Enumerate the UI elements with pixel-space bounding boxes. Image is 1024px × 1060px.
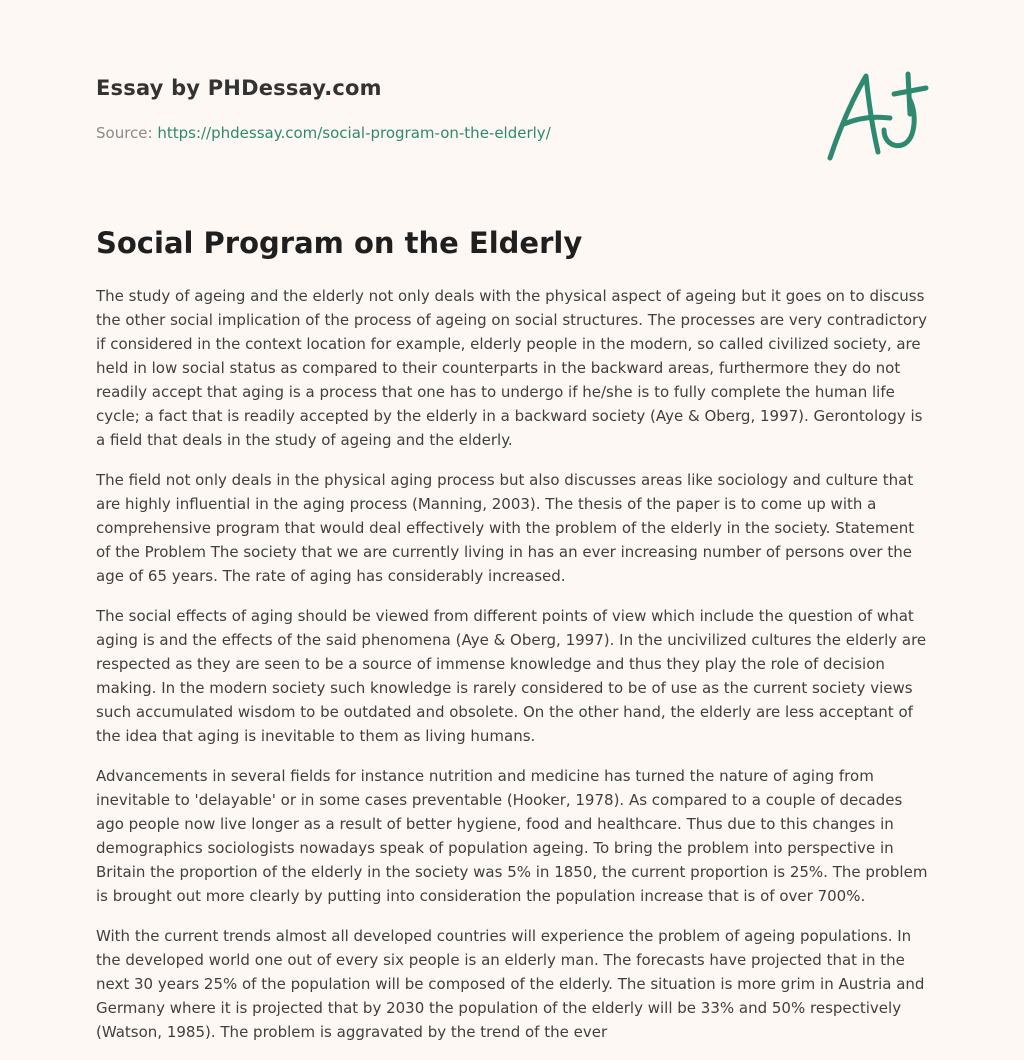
paragraph: The social effects of aging should be viewed from different points of view which include the question of what aging is and the effects of the said phenomena (Aye & Oberg, 1997). In the uncivilized cultures the elderly are respected as they are seen to be a source of immense knowledge and thus they play the role of decision making. In the modern society such knowledge is rarely considered to be of use as the current society views such accumulated wisdom to be outdated and obsolete. On the other hand, the elderly are less acceptant of the idea that aging is inevitable to them as living humans. bbox=[96, 607, 927, 745]
paragraph: Advancements in several fields for instance nutrition and medicine has turned the nature of aging from inevitable to 'delayable' or in some cases preventable (Hooker, 1978). As compared to a couple of decades ago people now live longer as a result of better hygiene, food and healthcare. Thus due to this changes in demographics sociologists nowadays speak of population ageing. To bring the problem into perspective in Britain the proportion of the elderly in the society was 5% in 1850, the current proportion is 25%. The problem is brought out more clearly by putting into consideration the population increase that is of over 700%. bbox=[96, 767, 928, 905]
a-plus-logo-icon bbox=[818, 66, 930, 166]
paragraph: The study of ageing and the elderly not only deals with the physical aspect of ageing but it goes on to discuss the other social implication of the process of ageing on social structures. The processes are very contradictory if considered in the context location for example, elderly people in the modern, so called civilized society, are held in low social status as compared to their counterparts in the backward areas, furthermore they do not readily accept that aging is a process that one has to undergo if he/she is to fully complete the human life cycle; a fact that is readily accepted by the elderly in a backward society (Aye & Oberg, 1997). Gerontology is a field that deals in the study of ageing and the elderly. bbox=[96, 287, 928, 449]
source-line bbox=[96, 124, 551, 142]
article-body bbox=[96, 284, 932, 1060]
paragraph: With the current trends almost all developed countries will experience the problem of ageing populations. In the developed world one out of every six people is an elderly man. The forecasts have projected that in the next 30 years 25% of the population will be composed of the elderly. The situation is more grim in Austria and Germany where it is projected that by 2030 the population of the elderly will be 33% and 50% respectively (Watson, 1985). The problem is aggravated by the trend of the ever bbox=[96, 927, 925, 1041]
brand-name: Essay by PHDessay.com bbox=[96, 76, 382, 100]
site-header bbox=[96, 76, 382, 100]
paragraph: The field not only deals in the physical aging process but also discusses areas like sociology and culture that are highly influential in the aging process (Manning, 2003). The thesis of the paper is to come up with a comprehensive program that would deal effectively with the problem of the elderly in the society. Statement of the Problem The society that we are currently living in has an ever increasing number of persons over the age of 65 years. The rate of aging has considerably increased. bbox=[96, 471, 915, 585]
source-link[interactable]: https://phdessay.com/social-program-on-the-elderly/ bbox=[157, 124, 551, 142]
page-title: Social Program on the Elderly bbox=[96, 226, 583, 260]
source-label: Source: bbox=[96, 124, 158, 142]
